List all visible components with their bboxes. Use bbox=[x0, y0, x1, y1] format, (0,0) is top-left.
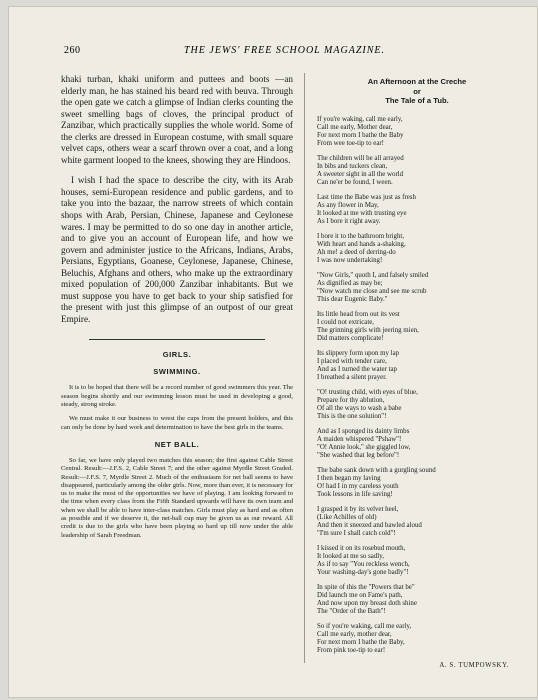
poem-line: "I'm sure I shall catch cold"! bbox=[317, 530, 396, 538]
poem-stanza bbox=[317, 623, 517, 656]
poem-line: I grasped it by its velvet heel, bbox=[317, 505, 399, 513]
poem-line: From pink toe-tip to ear! bbox=[317, 647, 386, 655]
poem-stanza bbox=[317, 428, 517, 461]
poem-stanza bbox=[317, 272, 517, 305]
page-header bbox=[9, 45, 537, 59]
netball-heading: NET BALL. bbox=[154, 439, 200, 449]
poem-stanza bbox=[317, 545, 517, 578]
poem-line: Your washing-day's gone badly"! bbox=[317, 569, 409, 577]
running-title: THE JEWS' FREE SCHOOL MAGAZINE. bbox=[184, 45, 385, 56]
page-number: 260 bbox=[64, 45, 81, 56]
poem-line: "Now Girls," quoth I, and falsely smiled bbox=[317, 271, 429, 279]
poem-stanza bbox=[317, 350, 517, 383]
poem-line: The grinning girls with jeering mien, bbox=[317, 327, 419, 334]
poem-stanza bbox=[317, 311, 517, 344]
poem-line: In spite of this the "Powers that be" bbox=[317, 583, 415, 591]
poem-line: Did matters complicate! bbox=[317, 335, 384, 343]
article-paragraph: khaki turban, khaki uniform and puttees and boots —an elderly man, he has stained his beard red with beuva. Through the open gate we catch a glimpse of Indian clerks counting the sweet smelling bags of cloves, the principal product of Zanzibar, which practically supplies the whole world. Some of the clerks are dressed in European costume, with small square velvet caps, others wear a scarf thrown over a coat, and a long white garment looped to the knees, showing they are Hindoos. bbox=[61, 74, 293, 165]
poem-line: "O! trusting child, with eyes of blue, bbox=[317, 388, 418, 396]
column-divider bbox=[304, 73, 305, 663]
poem-line: A maiden whispered "Pshaw"! bbox=[317, 435, 402, 443]
poem-stanza bbox=[317, 155, 517, 188]
poem-line: Its little head from out its vest bbox=[317, 310, 400, 318]
poem-line: I kissed it on its rosebud mouth, bbox=[317, 544, 406, 552]
poem-line: Took lessons in life saving! bbox=[317, 491, 393, 499]
poem-line: "O! Annie look," she giggled low, bbox=[317, 444, 411, 451]
poem-line: As any flower in May, bbox=[317, 201, 379, 209]
poem-stanza bbox=[317, 389, 517, 422]
poem-stanza bbox=[317, 467, 517, 500]
poem-line: And now upon my breast doth shine bbox=[317, 600, 417, 607]
swimming-paragraph: We must make it our business to wrest the cups from the present holders, and this can only be done by hard work and determination to have the best girls in the teams. bbox=[61, 415, 293, 431]
poem-line: As dignified as may be; bbox=[317, 279, 383, 287]
right-column bbox=[317, 77, 517, 669]
poem-line: As I bore it right away. bbox=[317, 218, 381, 226]
poem-line: Can ne'er be found, I ween. bbox=[317, 179, 393, 187]
poem-author: A. S. TUMPOWSKY. bbox=[439, 661, 509, 669]
poem-line: Ah me! a deed of derring-do bbox=[317, 249, 396, 256]
poem-line: The babe sank down with a gurgling sound bbox=[317, 466, 436, 474]
girls-heading: GIRLS. bbox=[162, 350, 192, 360]
poem-line: This is the one solution"! bbox=[317, 413, 387, 421]
poem-line: For next morn I bathe the Baby bbox=[317, 132, 404, 139]
poem-line: And as I turned the water tap bbox=[317, 366, 397, 373]
poem-line: And then it sneezed and bawled aloud bbox=[317, 522, 422, 529]
poem-line: I bore it to the bathroom bright, bbox=[317, 232, 405, 240]
poem-line: Of all the ways to wash a babe bbox=[317, 405, 402, 412]
swimming-heading: SWIMMING. bbox=[153, 367, 201, 377]
poem-title-line: An Afternoon at the Creche bbox=[367, 77, 467, 86]
poem-line: "Now watch me close and see me scrub bbox=[317, 288, 427, 295]
poem-line: If you're waking, call me early, bbox=[317, 115, 403, 123]
poem-line: From wee toe-tip to ear! bbox=[317, 140, 384, 148]
poem-line: (Like Achilles of old) bbox=[317, 513, 377, 521]
poem-line: And as I sponged its dainty limbs bbox=[317, 427, 410, 435]
poem-line: I could not extricate, bbox=[317, 318, 375, 326]
poem-title bbox=[317, 77, 517, 106]
poem-line: I placed with tender care, bbox=[317, 357, 387, 365]
poem-line: With heart and hands a-shaking, bbox=[317, 240, 406, 248]
poem-line: It looked at me with trusting eye bbox=[317, 210, 407, 217]
poem-stanza bbox=[317, 233, 517, 266]
poem-stanza bbox=[317, 506, 517, 539]
poem-line: A sweeter sight in all the world bbox=[317, 171, 404, 178]
poem-stanza bbox=[317, 116, 517, 149]
poem-line: I then began my laving bbox=[317, 474, 381, 482]
poem-line: So if you're waking, call me early, bbox=[317, 622, 412, 630]
magazine-page bbox=[8, 6, 538, 698]
poem-line: This dear Eugenic Baby." bbox=[317, 296, 388, 304]
left-column bbox=[61, 74, 293, 546]
poem-line: I breathed a silent prayer. bbox=[317, 374, 387, 382]
poem-title-line: The Tale of a Tub. bbox=[385, 96, 449, 105]
poem-line: Call me early, Mother dear, bbox=[317, 123, 393, 131]
poem-body bbox=[317, 116, 517, 656]
poem-line: O! had I in my careless youth bbox=[317, 483, 399, 490]
poem-line: Prepare for thy ablution, bbox=[317, 396, 385, 404]
poem-stanza bbox=[317, 194, 517, 227]
poem-title-line: or bbox=[413, 86, 421, 96]
poem-line: Last time the Babe was just as fresh bbox=[317, 193, 416, 201]
poem-line: Its slippery form upon my lap bbox=[317, 349, 400, 357]
poem-line: In bibs and tuckers clean, bbox=[317, 162, 388, 170]
poem-line: Did launch me on Fame's path, bbox=[317, 591, 403, 599]
netball-paragraph: So far, we have only played two matches this season; the first against Cable Street Central. Result:—J.F.S. 2, Cable Street 7; and the other against Myrdle Street Graded. Result:—J.F.S. 7, Myrdle Street 2. Much of the enthusiasm for net ball seems to have disappeared, particularly among the older girls. Now, more than ever, it is necessary for us to make the most of the opportunities we have of playing. I am looking forward to the time when every class from the Fifth Standard upwards will have its own team and when we shall be able to have inter-class matches. Girls must play as hard and as often as possible and if we deserve it, the net-ball cup may be given us as our reward. All credit is due to the girls who have been playing so hard up till now under the able leadership of Sarah Freedman. bbox=[61, 456, 293, 539]
poem-line: I was now undertaking! bbox=[317, 257, 383, 265]
poem-line: Call me early, mother dear, bbox=[317, 630, 392, 638]
poem-stanza bbox=[317, 584, 517, 617]
poem-line: It looked at me so sadly, bbox=[317, 552, 384, 560]
poem-line: For next morn I bathe the Baby, bbox=[317, 639, 405, 646]
poem-line: "She washed that leg before"! bbox=[317, 452, 400, 460]
poem-line: The children will be all arrayed bbox=[317, 154, 404, 162]
poem-line: The "Order of the Bath"! bbox=[317, 608, 386, 616]
poem-line: As if to say "You reckless wench, bbox=[317, 561, 410, 568]
swimming-paragraph: It is to be hoped that there will be a record number of good swimmers this year. The season begins shortly and our swimming lesson must be used in developing a good, steady, strong stroke. bbox=[61, 384, 293, 409]
article-paragraph: I wish I had the space to describe the city, with its Arab houses, semi-European residence and public gardens, and to take you into the bazaar, the narrow streets of which contain shops with Arab, Persian, Chinese, Japanese and Ceylonese wares. I may be permitted to do so one day in another article, and to give you an account of European life, and how we govern and administer justice to the Africans, Indians, Arabs, Persians, Egyptians, Goanese, Ceylonese, Japanese, Chinese, Beluchis, Afghans and others, who make up the extraordinary mixed population of 200,000 Zanzibar inhabitants. But we must suppose you have to get back to your ship satisfied for the present with just this glimpse of an outpost of our great Empire. bbox=[61, 175, 293, 324]
section-rule bbox=[89, 339, 265, 340]
